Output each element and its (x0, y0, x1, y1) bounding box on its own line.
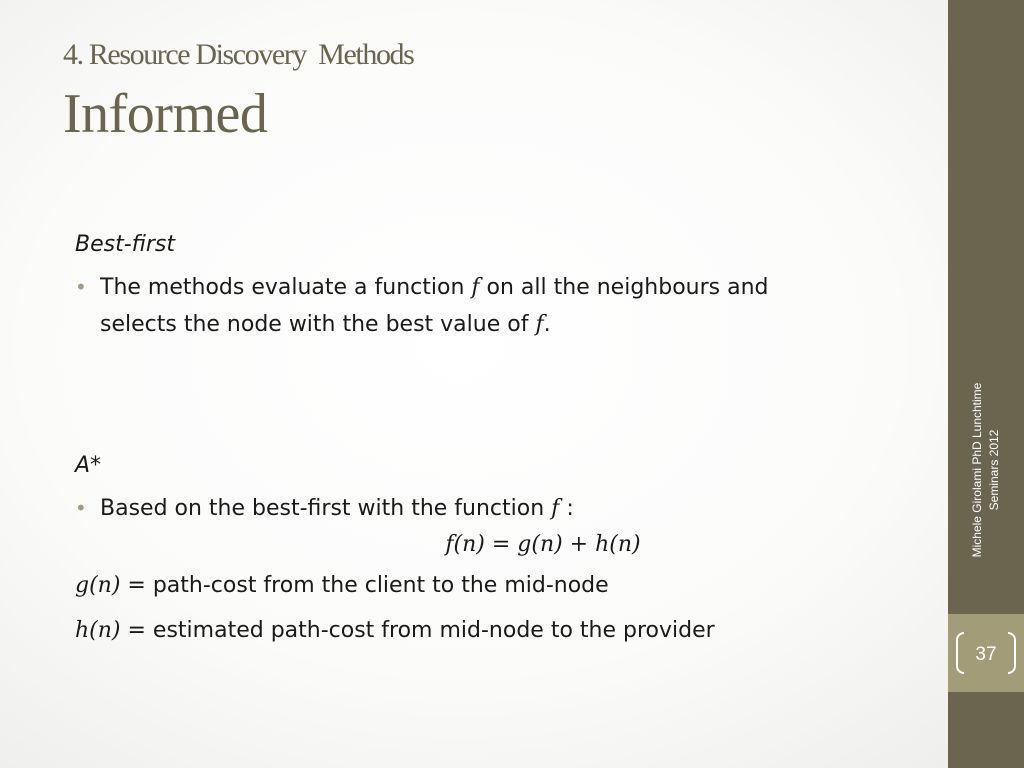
bullet-text: Based on the best-first with the function (100, 496, 552, 521)
footer-line: Seminars 2012 (987, 429, 1001, 511)
bullet-text: : (559, 496, 574, 521)
bullet-dot-icon: • (75, 275, 87, 299)
bullet-text: on all the neighbours and (479, 275, 769, 300)
best-first-heading: Best-first (75, 232, 175, 257)
bullet-dot-icon: • (75, 496, 87, 520)
footer-line: Michele Girolami PhD Lunchtime (970, 382, 984, 558)
math-f: f (535, 312, 544, 337)
a-star-bullet (75, 490, 915, 527)
bullet-text: selects the node with the best value of (100, 312, 536, 337)
best-first-section (75, 232, 915, 343)
definition-text: = estimated path-cost from mid-node to the provider (120, 618, 715, 643)
g-definition (75, 563, 915, 608)
a-star-section (75, 453, 915, 653)
math-g: g(n) (75, 573, 121, 598)
math-f: f (471, 275, 480, 300)
math-h: h(n) (75, 618, 121, 643)
bullet-text: The methods evaluate a function (100, 275, 472, 300)
a-star-heading: A* (75, 453, 102, 478)
slide-content (75, 232, 915, 653)
sidebar-footer (948, 340, 1024, 600)
best-first-bullet (75, 269, 915, 343)
math-f: f (551, 496, 560, 521)
bullet-text: . (543, 312, 551, 337)
h-definition (75, 608, 915, 653)
slide-title-main: Informed (63, 83, 268, 145)
a-star-formula: f(n) = g(n) + h(n) (445, 532, 641, 557)
footer-text (969, 350, 1003, 590)
definition-text: = path-cost from the client to the mid-node (120, 573, 609, 598)
slide-title-section: 4. Resource Discovery Methods (63, 38, 414, 71)
page-number-badge (948, 614, 1024, 692)
page-number: 37 (975, 644, 997, 665)
